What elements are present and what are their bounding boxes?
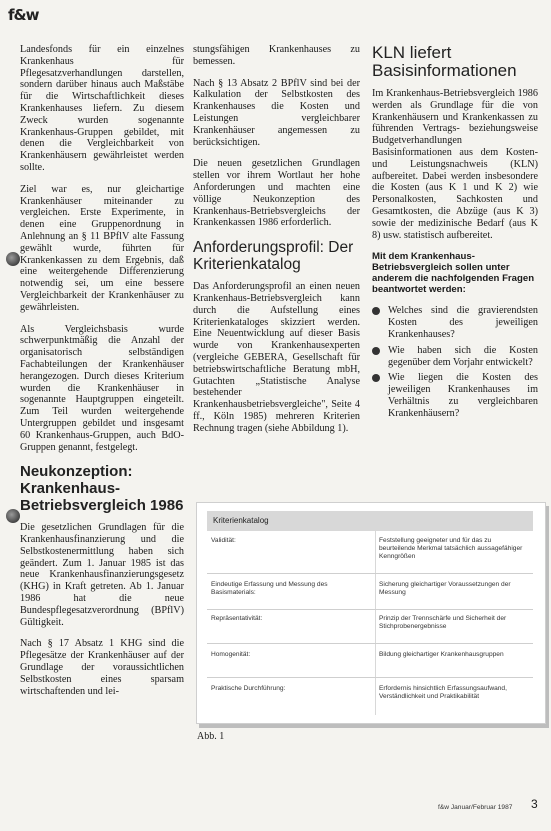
- figure-row-label: Repräsentativität:: [211, 615, 263, 622]
- figure-row-value: Sicherung gleichartiger Voraussetzungen der Messung: [379, 581, 511, 596]
- figure-row-label: Praktische Durchführung:: [211, 685, 286, 692]
- punch-hole-bottom: [6, 509, 20, 523]
- figure-title: Kriterienkatalog: [207, 511, 533, 531]
- criteria-figure: [196, 502, 546, 724]
- col2-paragraph-3: Die neuen gesetzlichen Grundlagen stellen vor ihrem Wortlaut her hohe Anforderungen und machten eine völlige Neukonzeption des Krankenhaus-Betriebsvergleichs der Krankenkassen 1986 erforderlich.: [193, 158, 360, 229]
- questions-list: [372, 305, 538, 419]
- question-text: Wie haben sich die Kosten gegenüber dem Vorjahr entwickelt?: [388, 344, 538, 368]
- column-1: [20, 44, 184, 707]
- col1-paragraph-3: Als Vergleichsbasis wurde schwerpunktmäßig die Anzahl der organisatorisch selbständigen Fachabteilungen der Krankenhäuser herangezogen. Durch dieses Kriterium wurden die Krankenhäuser in sogenannte Hauptgruppen eingeteilt. Zum Teil wurden weitergehende Untergruppen gebildet und insgesamt 60 Krankenhaus-Gruppen, auch BdO-Gruppen genannt, festgelegt.: [20, 323, 184, 453]
- col3-paragraph-1: Im Krankenhaus-Betriebsvergleich 1986 werden als Grundlage für die von Krankenhäusern und Krankenkassen zu führenden Vertrags- beziehungsweise Budgetverhandlungen Basisinformationen aus dem Kosten- und Leistungsnachweis (KLN) aufbereitet. Dabei werden insbesondere die Kosten (aus K 1 und K 2) wie Personalkosten, Sachkosten und Gesamtkosten, die Abzüge (aus K 3) sowie der medizinische Bedarf (aus K 8) usw. statistisch aufbereitet.: [372, 88, 538, 241]
- question-text: Welches sind die gravierendsten Kosten des jeweiligen Krankenhauses?: [388, 305, 538, 340]
- bullet-icon: [372, 307, 380, 315]
- question-item: [372, 305, 538, 340]
- figure-row-label: Validität:: [211, 537, 236, 544]
- figure-row-value: Prinzip der Trennschärfe und Sicherheit der Stichprobenergebnisse: [379, 615, 507, 630]
- figure-row-separator: [207, 573, 533, 574]
- col1-paragraph-4: Die gesetzlichen Grundlagen für die Krankenhausfinanzierung und die Selbstkostenermittlung haben sich geändert. Zum 1. Januar 1985 ist das neue Krankenhausfinanzierungsgesetz (KHG) in Kraft getreten. Ab 1. Januar 1986 hat die neue Bundespflegesatzverordnung (BPflV) Gültigkeit.: [20, 522, 184, 628]
- column-2: [193, 44, 360, 445]
- bullet-icon: [372, 347, 380, 355]
- journal-logo: f&w: [8, 6, 39, 24]
- figure-row-value: Bildung gleichartiger Krankenhausgruppen: [379, 651, 504, 658]
- question-item: [372, 372, 538, 419]
- question-text: Wie liegen die Kosten des jeweiligen Krankenhauses im Verhältnis zu vergleichbaren Krankenhäusern?: [388, 372, 538, 419]
- figure-row-separator: [207, 677, 533, 678]
- section-heading-neukonzeption: Neukonzeption: Krankenhaus-Betriebsvergleich 1986: [20, 463, 184, 515]
- col2-paragraph-2: Nach § 13 Absatz 2 BPflV sind bei der Kalkulation der Selbstkosten des Krankenhauses die Kosten und Leistungen vergleichbarer Krankenhäuser angemessen zu berücksichtigen.: [193, 77, 360, 148]
- col1-paragraph-1: Landesfonds für ein einzelnes Krankenhaus für Pflegesatzverhandlungen darstellen, sondern darüber hinaus auch Maßstäbe für die Wirtschaftlichkeit dieses Krankenhauses liefern. Zu diesem Zweck wurden sogenannte Krankenhaus-Gruppen gebildet, mit denen die Vergleichbarkeit von Krankenhäusern gewährleistet werden sollte.: [20, 44, 184, 173]
- col1-paragraph-5: Nach § 17 Absatz 1 KHG sind die Pflegesätze der Krankenhäuser auf der Grundlage der voraussichtlichen Selbstkosten eines sparsam wirtschaftenden und lei-: [20, 638, 184, 697]
- figure-row-value: Erfordernis hinsichtlich Erfassungsaufwand, Verständlichkeit und Praktikabilität: [379, 685, 507, 700]
- section-heading-kln: KLN liefert Basisinformationen: [372, 43, 517, 80]
- questions-lead: Mit dem Krankenhaus-Betriebsvergleich sollen unter anderem die nachfolgenden Fragen beantwortet werden:: [372, 251, 535, 296]
- figure-caption: Abb. 1: [197, 731, 225, 742]
- figure-row-label: Eindeutige Erfassung und Messung des Basismaterials:: [211, 581, 328, 596]
- col2-paragraph-1: stungsfähigen Krankenhauses zu bemessen.: [193, 44, 360, 67]
- figure-row-label: Homogenität:: [211, 651, 251, 658]
- section-heading-anforderungsprofil: Anforderungsprofil: Der Kriterienkatalog: [193, 239, 354, 274]
- footer-journal: f&w Januar/Februar 1987: [438, 804, 513, 811]
- figure-row-value: Feststellung geeigneter und für das zu beurteilende Merkmal tatsächlich aussagefähiger Kenngrößen: [379, 537, 523, 560]
- figure-row-separator: [207, 643, 533, 644]
- col2-paragraph-4: Das Anforderungsprofil an einen neuen Krankenhaus-Betriebsvergleich kann durch die Aufstellung eines Kriterienkataloges skizziert werden. Eine Neuentwicklung auf dieser Basis wurde von Krankenhausexperten (vergleiche GEBERA, Gesellschaft für betriebswirtschaftliche Beratung mbH, Gutachten „Statistische Analyse bestehender Krankenhausbetriebsvergleiche", Seite 4 ff., Köln 1985) mehreren Kriterien Rechnung tragen (siehe Abbildung 1).: [193, 281, 360, 434]
- page-number: 3: [531, 797, 538, 811]
- col1-paragraph-2: Ziel war es, nur gleichartige Krankenhäuser miteinander zu vergleichen. Erste Experimente, in denen eine Gruppenordnung in Anlehnung an § 11 BPflV alte Fassung gewählt wurde, führten für Krankenkassen zu dem Ergebnis, daß eine weitergehende Differenzierung notwendig sei, um eine bessere Vergleichbarkeit der Krankenhäuser zu gewährleisten.: [20, 183, 184, 313]
- bullet-icon: [372, 374, 380, 382]
- column-3: [372, 44, 538, 424]
- punch-hole-top: [6, 252, 20, 266]
- figure-divider: [375, 531, 376, 715]
- question-item: [372, 345, 538, 369]
- figure-row-separator: [207, 609, 533, 610]
